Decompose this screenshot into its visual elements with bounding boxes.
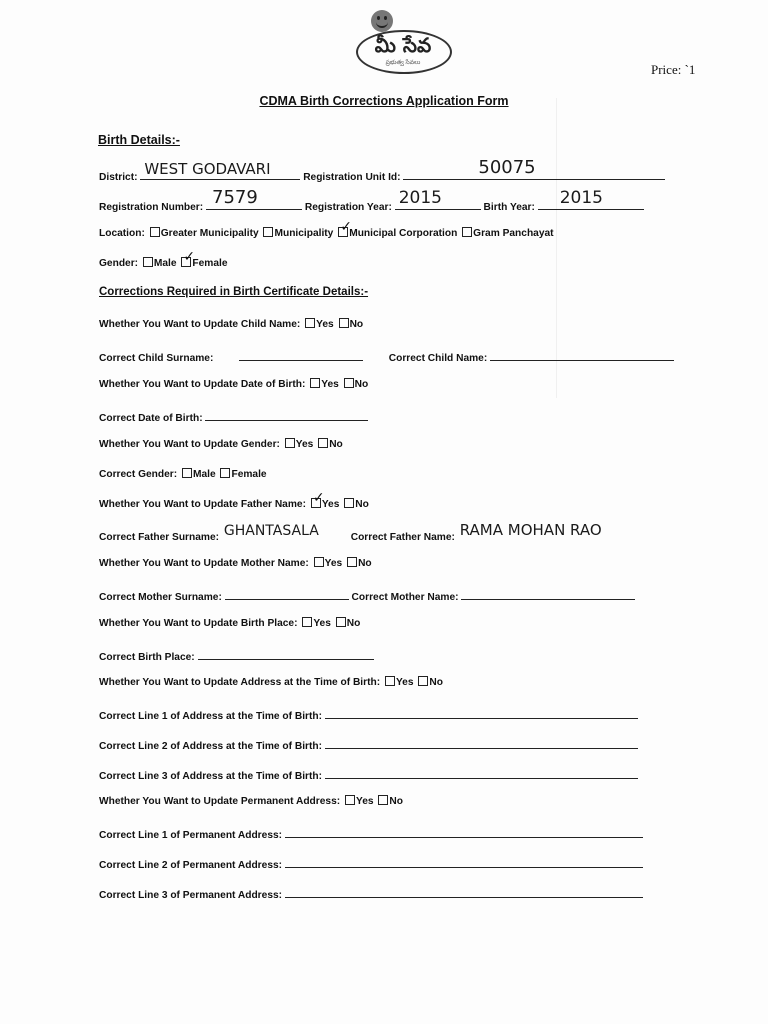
mother-name-fields-row xyxy=(99,587,635,603)
reg-number-label: Registration Number: xyxy=(99,202,204,213)
q-father-label: Whether You Want to Update Father Name: xyxy=(99,499,306,510)
yes-label: Yes xyxy=(316,319,334,330)
yes-label: Yes xyxy=(355,796,374,807)
child-name-fields-row xyxy=(99,348,674,364)
mother-name-label: Correct Mother Name: xyxy=(351,592,459,603)
mother-yes-checkbox[interactable] xyxy=(314,557,324,567)
corrections-heading: Corrections Required in Birth Certificate Details:- xyxy=(99,286,369,298)
reg-number-value: 7579 xyxy=(212,187,258,208)
correct-gender-label: Correct Gender: xyxy=(99,469,178,480)
district-row xyxy=(99,157,665,183)
q-child-name-row xyxy=(99,318,363,330)
father-surname-label: Correct Father Surname: xyxy=(99,532,220,543)
price-label: Price: `1 xyxy=(651,62,696,77)
mother-no-checkbox[interactable] xyxy=(347,557,357,567)
perm-address-yes-checkbox[interactable] xyxy=(345,795,355,805)
birth-addr-line1-label: Correct Line 1 of Address at the Time of Birth: xyxy=(99,711,323,722)
smiley-face-icon xyxy=(371,10,393,32)
yes-label: Yes xyxy=(321,379,339,390)
reg-year-field[interactable] xyxy=(395,188,481,210)
reg-year-value: 2015 xyxy=(398,188,442,208)
birth-place-field-row xyxy=(99,647,374,663)
checkmark-icon: ✓ xyxy=(312,490,325,506)
perm-addr-line3-label: Correct Line 3 of Permanent Address: xyxy=(99,890,283,901)
birth-place-label: Correct Birth Place: xyxy=(99,652,195,663)
birth-place-no-checkbox[interactable] xyxy=(336,617,346,627)
birth-addr-line2-field[interactable] xyxy=(325,736,638,749)
municipality-checkbox[interactable] xyxy=(263,227,273,237)
father-name-label: Correct Father Name: xyxy=(350,532,455,543)
no-label: No xyxy=(346,618,361,629)
dob-label: Correct Date of Birth: xyxy=(99,413,203,424)
child-surname-label: Correct Child Surname: xyxy=(99,353,214,364)
registration-row xyxy=(99,187,644,213)
birth-addr-line1-row xyxy=(99,706,638,722)
form-title: CDMA Birth Corrections Application Form xyxy=(259,94,509,108)
correct-female-checkbox[interactable] xyxy=(220,468,230,478)
logo-subtext: ప్రభుత్వ సేవలు xyxy=(385,60,421,66)
q-father-row xyxy=(99,490,369,510)
no-label: No xyxy=(429,677,443,688)
male-label: Male xyxy=(192,469,216,480)
logo-text: మీ సేవ xyxy=(374,33,432,57)
birth-addr-line3-label: Correct Line 3 of Address at the Time of Birth: xyxy=(99,771,323,782)
perm-addr-line2-label: Correct Line 2 of Permanent Address: xyxy=(99,860,283,871)
female-checkbox[interactable] xyxy=(181,249,196,267)
child-name-label: Correct Child Name: xyxy=(388,353,488,364)
q-child-name-label: Whether You Want to Update Child Name: xyxy=(99,319,301,330)
male-label: Male xyxy=(153,258,177,269)
father-surname-value: GHANTASALA xyxy=(223,523,319,539)
correct-gender-row xyxy=(99,468,267,480)
yes-label: Yes xyxy=(321,499,340,510)
q-birth-address-row xyxy=(99,676,443,688)
location-label: Location: xyxy=(99,228,145,239)
gender-row xyxy=(99,249,228,269)
male-checkbox[interactable] xyxy=(143,257,153,267)
birth-addr-line1-field[interactable] xyxy=(325,706,638,719)
gender-no-checkbox[interactable] xyxy=(318,438,328,448)
reg-unit-field[interactable] xyxy=(403,157,665,180)
reg-number-field[interactable] xyxy=(206,187,302,210)
no-label: No xyxy=(389,796,403,807)
greater-municipality-label: Greater Municipality xyxy=(160,228,259,239)
municipal-corporation-checkbox[interactable] xyxy=(338,219,352,237)
birth-year-label: Birth Year: xyxy=(483,202,535,213)
reg-unit-label: Registration Unit Id: xyxy=(303,172,401,183)
location-row xyxy=(99,219,554,239)
q-birth-place-label: Whether You Want to Update Birth Place: xyxy=(99,618,298,629)
father-yes-checkbox[interactable] xyxy=(311,490,325,508)
birth-year-value: 2015 xyxy=(559,188,603,208)
birth-addr-line3-row xyxy=(99,766,638,782)
mother-surname-label: Correct Mother Surname: xyxy=(99,592,222,603)
district-value: WEST GODAVARI xyxy=(144,160,271,178)
birth-place-field[interactable] xyxy=(198,647,374,660)
birth-year-field[interactable] xyxy=(538,188,644,210)
q-dob-row xyxy=(99,378,368,390)
female-label: Female xyxy=(231,469,267,480)
father-surname-field[interactable] xyxy=(222,523,348,540)
perm-addr-line1-row xyxy=(99,825,643,841)
checkmark-icon: ✓ xyxy=(183,249,196,265)
reg-year-label: Registration Year: xyxy=(304,202,392,213)
no-label: No xyxy=(354,379,369,390)
dob-field-row xyxy=(99,408,368,424)
q-birth-address-label: Whether You Want to Update Address at the Time of Birth: xyxy=(99,677,381,688)
q-perm-address-row xyxy=(99,795,403,807)
birth-place-yes-checkbox[interactable] xyxy=(302,617,312,627)
no-label: No xyxy=(329,439,343,450)
birth-address-yes-checkbox[interactable] xyxy=(385,676,395,686)
birth-addr-line2-label: Correct Line 2 of Address at the Time of Birth: xyxy=(99,741,323,752)
q-mother-row xyxy=(99,557,372,569)
dob-yes-checkbox[interactable] xyxy=(310,378,320,388)
mother-name-field[interactable] xyxy=(461,587,635,600)
perm-addr-line2-row xyxy=(99,855,643,871)
child-name-no-checkbox[interactable] xyxy=(339,318,349,328)
q-perm-address-label: Whether You Want to Update Permanent Address: xyxy=(99,796,341,807)
greater-municipality-checkbox[interactable] xyxy=(150,227,160,237)
perm-addr-line1-field[interactable] xyxy=(285,825,643,838)
q-gender-label: Whether You Want to Update Gender: xyxy=(99,439,280,450)
birth-addr-line2-row xyxy=(99,736,638,752)
reg-unit-value: 50075 xyxy=(478,157,536,178)
no-label: No xyxy=(349,319,364,330)
mother-surname-field[interactable] xyxy=(225,587,349,600)
birth-details-heading: Birth Details:- xyxy=(98,133,180,147)
yes-label: Yes xyxy=(395,677,414,688)
gram-panchayat-checkbox[interactable] xyxy=(462,227,472,237)
father-no-checkbox[interactable] xyxy=(344,498,354,508)
no-label: No xyxy=(358,558,372,569)
gender-label: Gender: xyxy=(99,258,139,269)
perm-addr-line1-label: Correct Line 1 of Permanent Address: xyxy=(99,830,283,841)
yes-label: Yes xyxy=(313,618,331,629)
birth-addr-line3-field[interactable] xyxy=(325,766,638,779)
father-name-value: RAMA MOHAN RAO xyxy=(459,521,602,539)
yes-label: Yes xyxy=(295,439,314,450)
child-name-yes-checkbox[interactable] xyxy=(305,318,315,328)
father-name-fields-row xyxy=(99,521,654,543)
q-gender-row xyxy=(99,438,343,450)
child-name-field[interactable] xyxy=(490,348,674,361)
q-birth-place-row xyxy=(99,617,360,629)
perm-addr-line3-field[interactable] xyxy=(285,885,643,898)
gender-yes-checkbox[interactable] xyxy=(285,438,295,448)
district-label: District: xyxy=(99,172,138,183)
dob-no-checkbox[interactable] xyxy=(344,378,354,388)
correct-male-checkbox[interactable] xyxy=(182,468,192,478)
checkmark-icon: ✓ xyxy=(340,219,352,235)
municipality-label: Municipality xyxy=(274,228,334,239)
q-mother-label: Whether You Want to Update Mother Name: xyxy=(99,558,309,569)
q-dob-label: Whether You Want to Update Date of Birth: xyxy=(99,379,306,390)
perm-addr-line3-row xyxy=(99,885,643,901)
gram-panchayat-label: Gram Panchayat xyxy=(473,228,554,239)
no-label: No xyxy=(355,499,369,510)
municipal-corporation-label: Municipal Corporation xyxy=(349,228,458,239)
yes-label: Yes xyxy=(324,558,343,569)
district-field[interactable] xyxy=(140,160,300,180)
female-label: Female xyxy=(192,258,228,269)
father-name-field[interactable] xyxy=(458,521,654,540)
child-surname-field[interactable] xyxy=(239,348,363,361)
dob-field[interactable] xyxy=(205,408,368,421)
perm-addr-line2-field[interactable] xyxy=(285,855,643,868)
birth-address-no-checkbox[interactable] xyxy=(418,676,428,686)
mee-seva-logo xyxy=(352,10,454,76)
perm-address-no-checkbox[interactable] xyxy=(378,795,388,805)
